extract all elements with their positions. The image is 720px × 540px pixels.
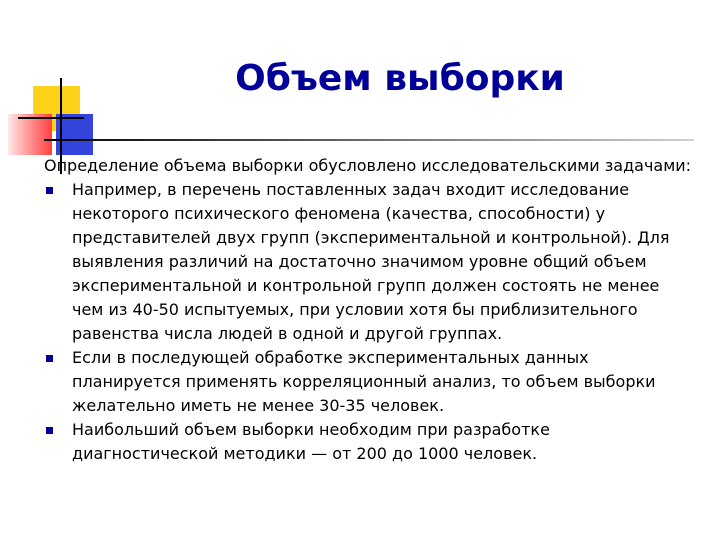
square-bullet-icon — [46, 355, 53, 362]
list-item — [44, 346, 694, 418]
bullet-text: Наибольший объем выборки необходим при разработке диагностической методики — от 200 до 1000 человек. — [72, 420, 550, 463]
square-bullet-icon — [46, 427, 53, 434]
list-item — [44, 418, 694, 466]
list-item — [44, 178, 694, 346]
square-bullet-icon — [46, 187, 53, 194]
title-divider — [44, 139, 694, 141]
bullet-list — [44, 178, 694, 466]
slide-body — [44, 154, 694, 466]
intro-text: Определение объема выборки обусловлено исследовательскими задачами: — [44, 156, 692, 175]
slide-title: Объем выборки — [235, 58, 565, 99]
bullet-text: Например, в перечень поставленных задач входит исследование некоторого психического феномена (качества, способности) у представителей двух групп (экспериментальной и контрольной). Для выявления различий на достаточно значимом уровне общий объем экспериментальной и контрольной групп должен состоять не менее чем из 40-50 испытуемых, при условии хотя бы приблизительного равенства числа людей в одной и другой группах. — [72, 180, 670, 343]
horizontal-line — [18, 117, 84, 119]
red-square — [8, 114, 52, 155]
bullet-text: Если в последующей обработке экспериментальных данных планируется применять корреляционный анализ, то объем выборки желательно иметь не менее 30-35 человек. — [72, 348, 656, 415]
